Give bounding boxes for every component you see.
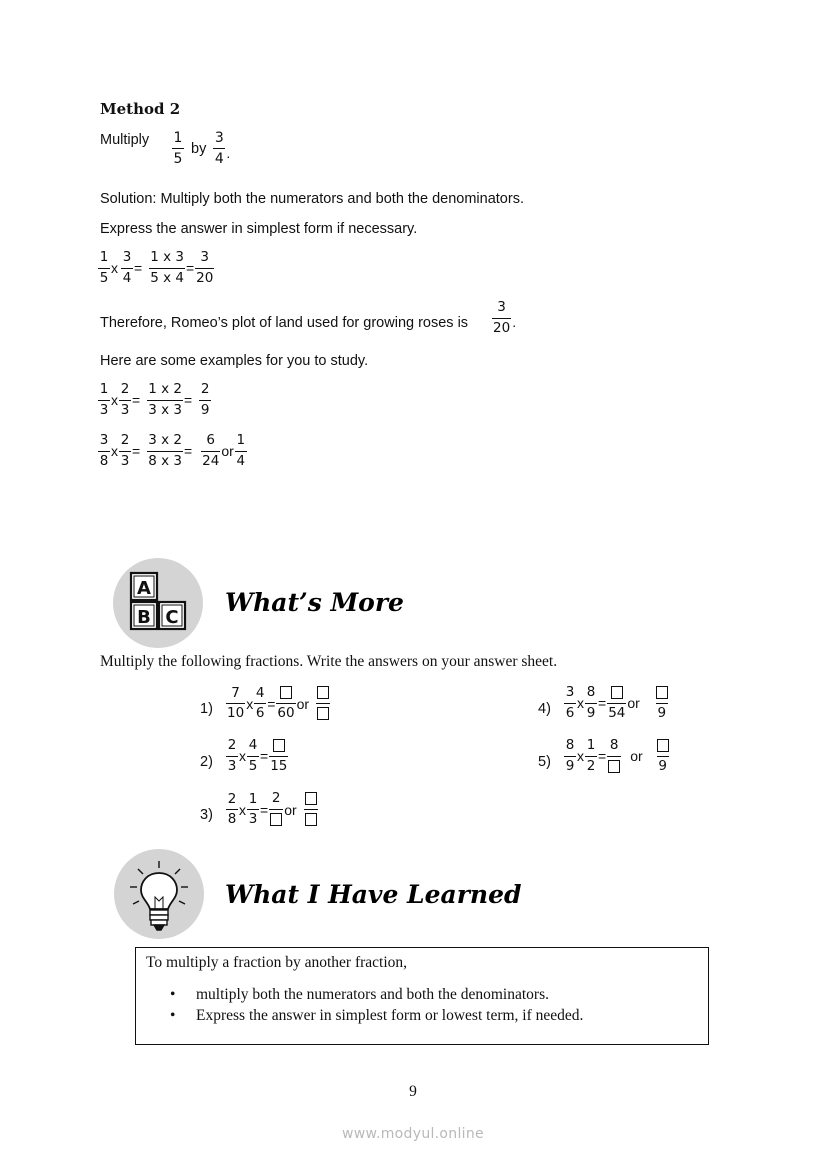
numerator: 3 x 2 xyxy=(148,432,182,448)
therefore-text: Therefore, Romeo’s plot of land used for growing roses is xyxy=(100,315,469,331)
item-2-label: 2) xyxy=(200,754,213,770)
denominator: 5 xyxy=(248,757,258,774)
summary-bullet xyxy=(170,986,549,1004)
numerator: 4 xyxy=(255,684,265,701)
item-4-equation xyxy=(564,686,669,721)
denominator: 8 xyxy=(227,811,237,827)
numerator: 1 xyxy=(173,130,183,146)
summary-bullet xyxy=(170,1007,584,1025)
answer-box[interactable] xyxy=(657,739,669,752)
multiply-prompt xyxy=(172,131,231,166)
item-3-equation xyxy=(226,792,318,827)
answer-box[interactable] xyxy=(608,760,620,773)
denominator: 20 xyxy=(493,319,511,336)
denominator: 9 xyxy=(658,758,667,774)
express-line: Express the answer in simplest form if necessary. xyxy=(100,221,418,237)
or-word: or xyxy=(627,695,640,712)
numerator: 2 xyxy=(120,381,130,397)
denominator: 6 xyxy=(565,704,575,721)
numerator: 3 xyxy=(214,130,224,146)
block-letter-a: A xyxy=(137,578,151,599)
examples-intro: Here are some examples for you to study. xyxy=(100,353,369,369)
numerator: 2 xyxy=(120,432,130,448)
numerator: 2 xyxy=(227,790,237,807)
denominator: 2 xyxy=(586,757,596,774)
denominator: 20 xyxy=(196,269,214,286)
answer-box[interactable] xyxy=(611,686,623,699)
bullet-text: multiply both the numerators and both the denominators. xyxy=(196,986,549,1003)
bullet-icon: • xyxy=(170,986,176,1003)
denominator: 9 xyxy=(200,401,210,418)
numerator: 2 xyxy=(227,737,237,754)
times-sign: x xyxy=(577,695,584,712)
summary-box xyxy=(135,947,709,1045)
worked-equation xyxy=(98,251,214,285)
answer-box[interactable] xyxy=(317,686,329,699)
bullet-text: Express the answer in simplest form or lowest term, if needed. xyxy=(196,1007,584,1024)
equals-sign: = xyxy=(183,443,193,459)
numerator: 6 xyxy=(206,432,216,448)
numerator: 1 xyxy=(236,432,246,448)
learned-title: What I Have Learned xyxy=(225,880,522,909)
times-sign: x xyxy=(239,801,246,818)
answer-box[interactable] xyxy=(317,707,329,720)
lightbulb-icon xyxy=(114,849,204,939)
block-letter-b: B xyxy=(137,607,151,628)
times-sign: x xyxy=(239,748,246,765)
answer-box[interactable] xyxy=(273,739,285,752)
by-word: by xyxy=(191,140,207,157)
whats-more-instruction: Multiply the following fractions. Write the answers on your answer sheet. xyxy=(100,653,558,670)
or-word: or xyxy=(221,443,234,459)
numerator: 3 xyxy=(200,249,210,265)
times-sign: x xyxy=(111,392,118,408)
item-1-equation xyxy=(226,686,330,721)
denominator: 9 xyxy=(565,757,575,774)
numerator: 4 xyxy=(248,737,258,754)
page-number: 9 xyxy=(409,1083,417,1100)
period: . xyxy=(512,314,517,330)
numerator: 3 xyxy=(99,432,109,448)
period: . xyxy=(226,144,231,161)
denominator: 5 x 4 xyxy=(150,269,184,286)
denominator: 54 xyxy=(608,705,626,721)
denominator: 9 xyxy=(657,705,667,721)
denominator: 4 xyxy=(236,452,246,469)
denominator: 3 xyxy=(120,452,130,469)
equals-sign: = xyxy=(260,801,269,818)
numerator: 2 xyxy=(200,381,210,397)
numerator: 1 xyxy=(99,249,109,265)
denominator: 4 xyxy=(213,148,225,166)
answer-box[interactable] xyxy=(280,686,292,699)
multiply-label: Multiply xyxy=(100,132,150,148)
equals-sign: = xyxy=(260,748,269,765)
item-3-label: 3) xyxy=(200,807,213,823)
bullet-icon: • xyxy=(170,1007,176,1024)
equals-sign: = xyxy=(598,748,607,765)
numerator: 1 xyxy=(99,381,109,397)
item-2-equation xyxy=(226,739,288,774)
example-2 xyxy=(98,434,247,468)
equals-sign: = xyxy=(267,695,276,712)
numerator: 1 xyxy=(248,790,258,807)
denominator: 8 xyxy=(99,452,109,469)
numerator: 3 xyxy=(497,299,506,315)
or-word: or xyxy=(630,748,643,765)
solution-line: Solution: Multiply both the numerators and both the denominators. xyxy=(100,191,524,207)
whats-more-title: What’s More xyxy=(225,588,404,617)
times-sign: x xyxy=(111,260,118,276)
times-sign: x xyxy=(246,695,254,712)
or-word: or xyxy=(296,695,310,712)
item-4-label: 4) xyxy=(538,701,551,717)
numerator: 8 xyxy=(586,684,596,701)
denominator: 6 xyxy=(255,705,265,721)
summary-intro: To multiply a fraction by another fraction, xyxy=(146,954,408,971)
numerator: 3 xyxy=(565,684,575,701)
denominator: 3 xyxy=(227,757,237,774)
equals-sign: = xyxy=(132,392,141,408)
therefore-fraction xyxy=(492,301,517,335)
denominator: 3 xyxy=(99,401,109,418)
denominator: 3 x 3 xyxy=(148,401,182,418)
or-word: or xyxy=(284,801,297,818)
denominator: 3 xyxy=(120,401,130,418)
answer-box[interactable] xyxy=(656,686,668,699)
answer-box[interactable] xyxy=(305,792,317,805)
equals-sign: = xyxy=(134,260,143,276)
numerator: 1 x 2 xyxy=(148,381,182,397)
method-heading: Method 2 xyxy=(100,100,181,118)
denominator: 15 xyxy=(270,758,288,774)
denominator: 3 xyxy=(248,811,258,827)
denominator: 24 xyxy=(202,452,220,469)
equals-sign: = xyxy=(132,443,141,459)
watermark: www.modyul.online xyxy=(342,1126,484,1142)
answer-box[interactable] xyxy=(305,813,317,826)
numerator: 2 xyxy=(271,790,281,807)
equals-sign: = xyxy=(185,260,195,276)
denominator: 9 xyxy=(586,704,596,721)
times-sign: x xyxy=(577,748,584,765)
denominator: 60 xyxy=(277,705,295,722)
answer-box[interactable] xyxy=(270,813,282,826)
item-5-label: 5) xyxy=(538,754,551,770)
numerator: 1 x 3 xyxy=(150,249,184,265)
numerator: 7 xyxy=(231,684,240,701)
equals-sign: = xyxy=(598,695,607,712)
denominator: 5 xyxy=(172,148,184,166)
denominator: 10 xyxy=(227,705,245,721)
numerator: 1 xyxy=(586,737,596,754)
abc-blocks-icon xyxy=(113,558,203,648)
numerator: 8 xyxy=(609,737,619,753)
denominator: 8 x 3 xyxy=(148,452,182,469)
equals-sign: = xyxy=(183,392,193,408)
denominator: 5 xyxy=(99,269,109,286)
item-1-label: 1) xyxy=(200,701,213,717)
numerator: 3 xyxy=(122,249,132,265)
item-5-equation xyxy=(564,739,670,774)
numerator: 8 xyxy=(565,737,575,754)
block-letter-c: C xyxy=(165,607,179,628)
example-1 xyxy=(98,383,211,417)
times-sign: x xyxy=(111,443,118,459)
denominator: 4 xyxy=(122,269,132,286)
